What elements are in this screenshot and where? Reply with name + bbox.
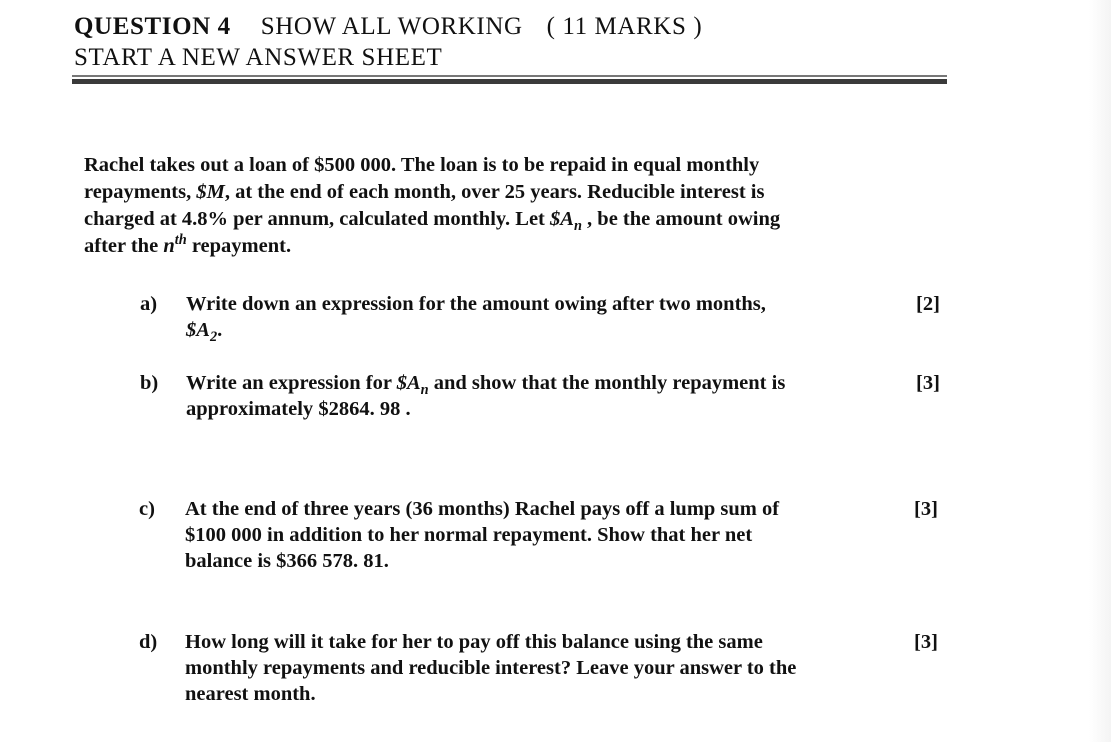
loan-amount: $500 000 bbox=[314, 154, 391, 176]
page-edge-shadow bbox=[1089, 0, 1111, 742]
instruction-text: SHOW ALL WORKING bbox=[260, 13, 523, 40]
lump-sum-amount: $100 000 bbox=[185, 524, 262, 546]
repayment-variable: $M bbox=[196, 181, 225, 203]
stem-line-3: charged at 4.8% per annum, calculated monthly. Let $\$A_n$ , be the amount owing bbox=[84, 208, 781, 235]
part-a-text: Write down an expression for the amount owing after two months, $\$A_2$. bbox=[186, 293, 766, 346]
part-b-label: b) bbox=[140, 372, 159, 394]
part-c-marks: [3] bbox=[914, 498, 938, 520]
header-rule-thin bbox=[72, 75, 947, 77]
stem-line-4: after the $n^{th}$ repayment. bbox=[84, 232, 292, 257]
marks-total: ( 11 MARKS ) bbox=[546, 13, 703, 40]
header-rule-thick bbox=[72, 79, 947, 84]
question-header bbox=[74, 13, 702, 41]
answer-sheet-note: START A NEW ANSWER SHEET bbox=[74, 44, 443, 71]
part-d-label: d) bbox=[139, 631, 158, 653]
stem-line-2: repayments, $M, at the end of each month, over 25 years. Reducible interest is bbox=[84, 181, 765, 203]
repayment-amount: $2864. 98 bbox=[318, 398, 401, 420]
part-c-text: At the end of three years (36 months) Rachel pays off a lump sum of $100 000 in addition to her normal repayment. Show that her net balance is $366 578. 81. bbox=[185, 498, 780, 572]
part-d-text: How long will it take for her to pay off this balance using the same monthly repayments and reducible interest? Leave your answer to the nearest month. bbox=[185, 631, 797, 705]
amount-owing-variable: $A bbox=[550, 208, 574, 230]
question-number: QUESTION 4 bbox=[74, 13, 231, 40]
part-d-marks: [3] bbox=[914, 631, 938, 653]
part-b-text: Write an expression for $\$A_n$ and show that the monthly repayment is approximately $2864. 98 . bbox=[186, 372, 786, 420]
part-b-marks: [3] bbox=[916, 372, 940, 394]
part-c-label: c) bbox=[139, 498, 155, 520]
part-a-label: a) bbox=[140, 293, 158, 315]
part-a-marks: [2] bbox=[916, 293, 940, 315]
stem-line-1: Rachel takes out a loan of $500 000. The loan is to be repaid in equal monthly bbox=[84, 154, 760, 176]
question-stem bbox=[84, 152, 904, 260]
net-balance-amount: $366 578. 81 bbox=[276, 550, 384, 572]
